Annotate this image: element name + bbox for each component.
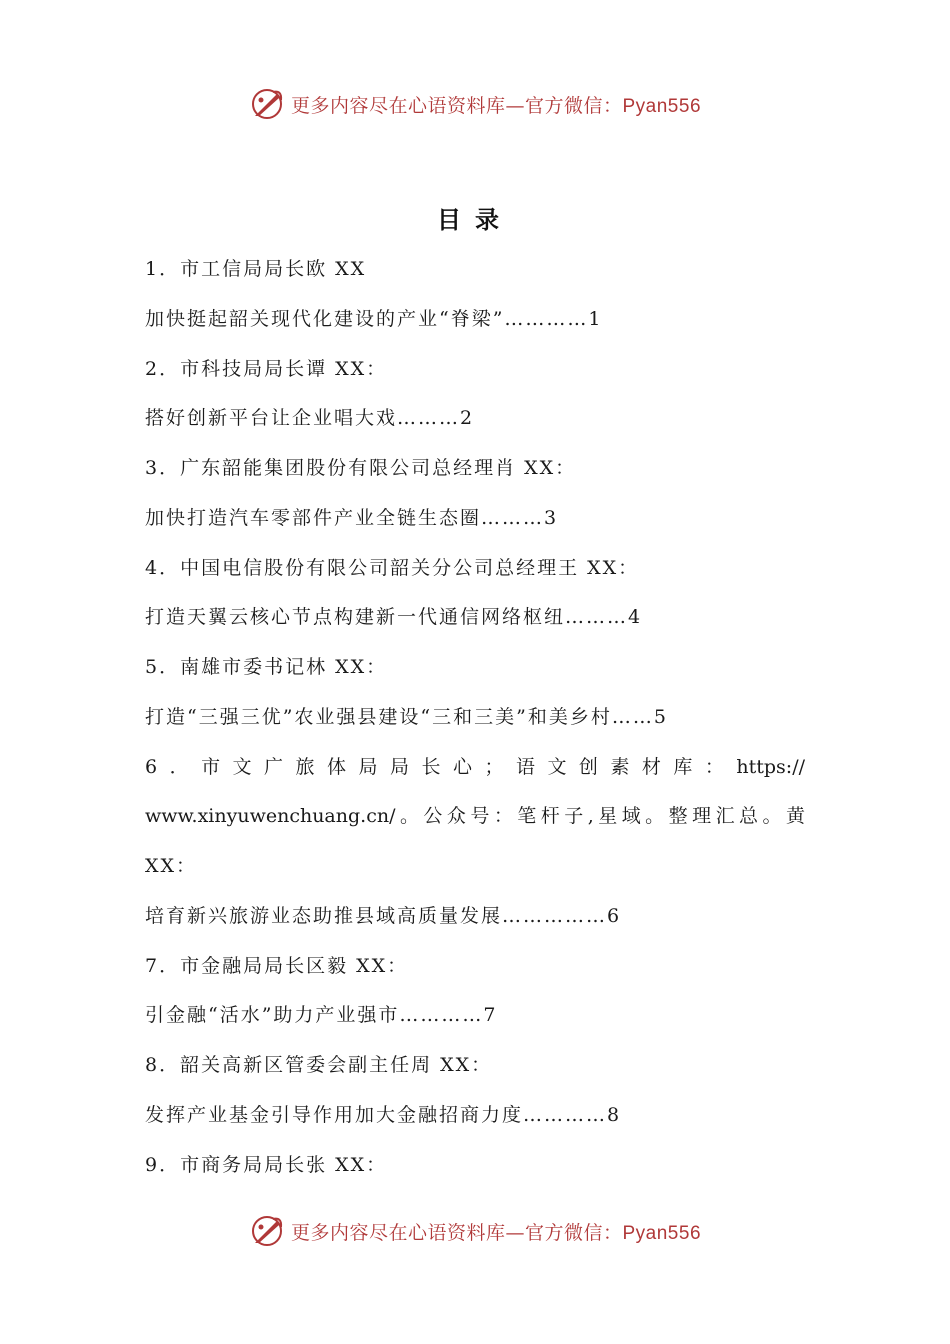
toc-entry-1-author: 1．市工信局局长欧 XX [145, 258, 367, 280]
quill-logo-icon [249, 1213, 285, 1249]
page-title: 目录 [437, 206, 513, 234]
toc-entry-4-author: 4．中国电信股份有限公司韶关分公司总经理王 XX： [145, 557, 640, 579]
toc-entry-7-author: 7．市金融局局长区毅 XX： [145, 955, 409, 977]
toc-entry-9-author: 9．市商务局局长张 XX： [145, 1154, 388, 1176]
toc-entry-3-title: 加快打造汽车零部件产业全链生态圈………3 [145, 507, 559, 529]
header-banner [0, 82, 950, 126]
toc-entry-5-title: 打造“三强三优”农业强县建设“三和三美”和美乡村……5 [145, 706, 668, 728]
toc-entry-2-title: 搭好创新平台让企业唱大戏………2 [145, 407, 475, 429]
toc-entry-4-title: 打造天翼云核心节点构建新一代通信网络枢纽………4 [145, 606, 643, 628]
toc-entry-8-author: 8．韶关高新区管委会副主任周 XX： [145, 1054, 493, 1076]
toc-entry-8-title: 发挥产业基金引导作用加大金融招商力度…………8 [145, 1104, 622, 1126]
toc-entry-2-author: 2．市科技局局长谭 XX： [145, 358, 388, 380]
quill-logo-icon [249, 86, 285, 122]
toc-entry-6-title: 培育新兴旅游业态助推县域高质量发展……………6 [145, 905, 622, 927]
footer-banner-text: 更多内容尽在心语资料库—官方微信：Pyan556 [290, 1221, 702, 1244]
toc-entry-1-title: 加快挺起韶关现代化建设的产业“脊梁”…………1 [145, 308, 603, 330]
header-wechat-id: Pyan556 [622, 95, 702, 117]
toc-entry-6-author-line3: XX： [145, 855, 198, 877]
header-banner-text: 更多内容尽在心语资料库—官方微信：Pyan556 [290, 94, 702, 117]
footer-wechat-id: Pyan556 [622, 1222, 702, 1244]
footer-banner [0, 1209, 950, 1253]
toc-entry-5-author: 5．南雄市委书记林 XX： [145, 656, 388, 678]
toc-entry-3-author: 3．广东韶能集团股份有限公司总经理肖 XX： [145, 457, 577, 479]
toc-entry-6-author-line2: www.xinyuwenchuang.cn/。公众号：笔杆子,星域。整理汇总。黄 [145, 805, 805, 827]
toc-entry-6-author-line1: 6．市文广旅体局局长心；语文创素材库：https:// [145, 756, 805, 778]
toc-entry-7-title: 引金融“活水”助力产业强市…………7 [145, 1004, 498, 1026]
